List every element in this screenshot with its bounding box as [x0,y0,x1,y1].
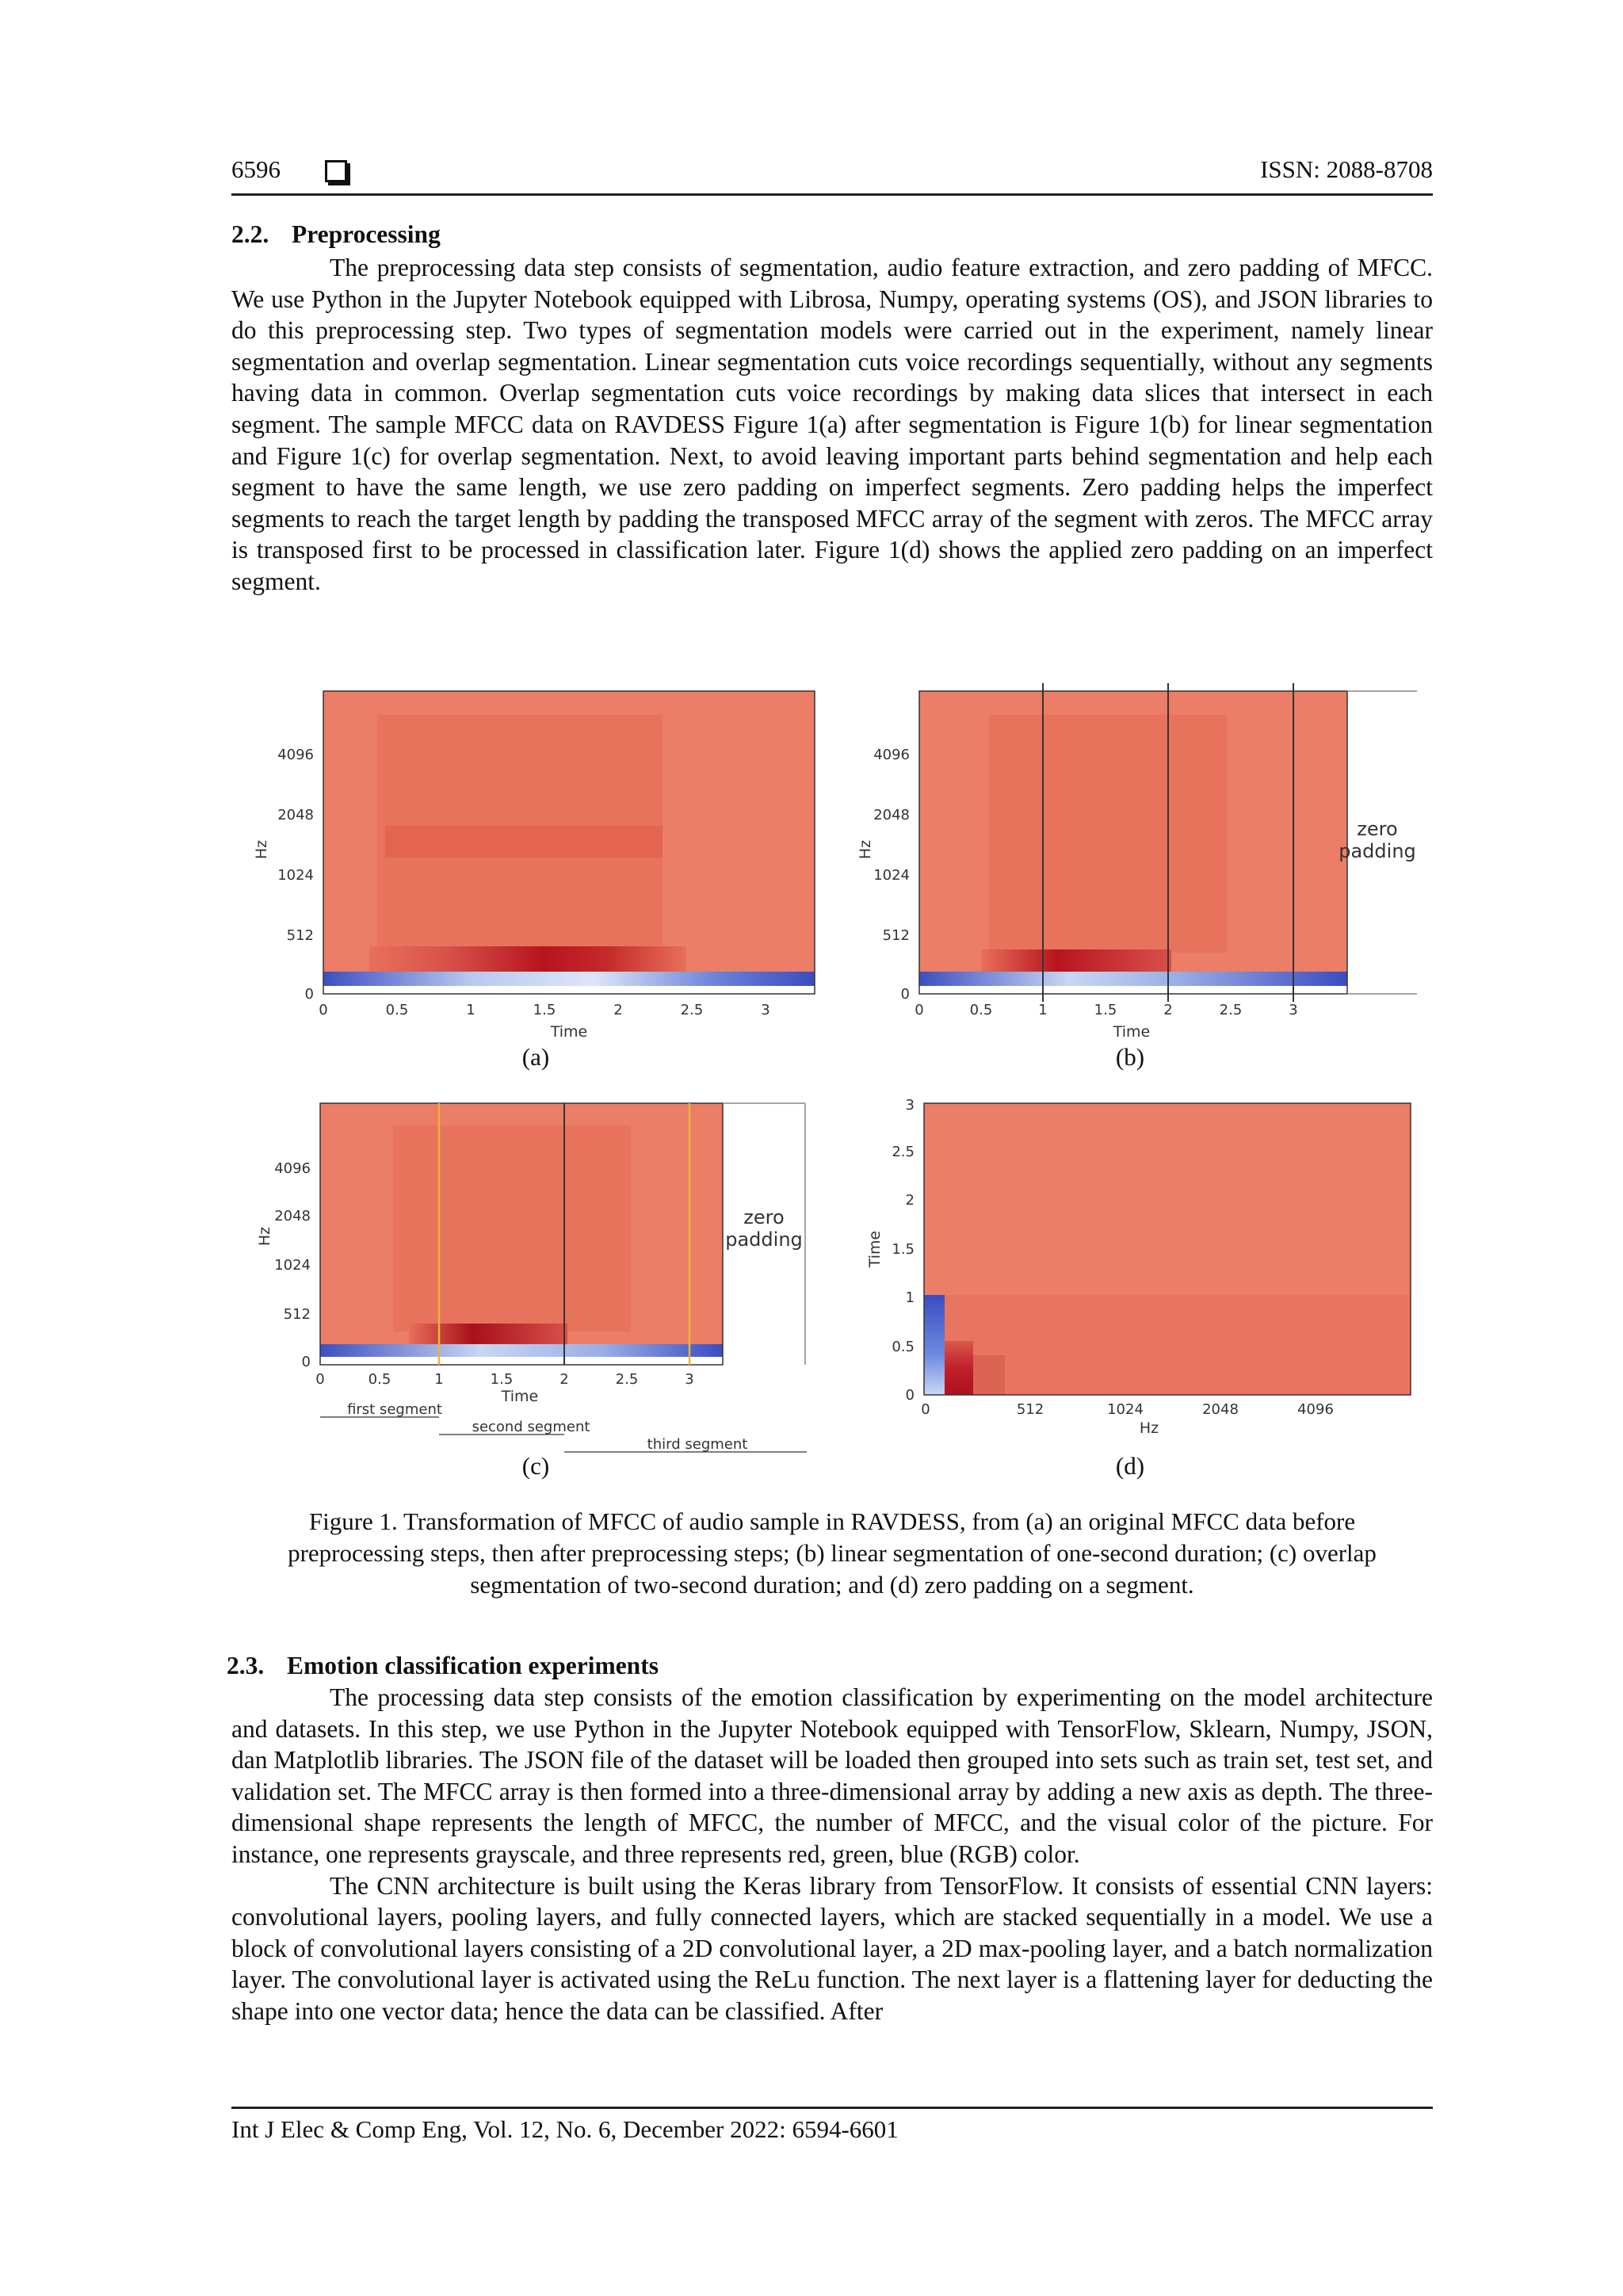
x-tick-label: 3 [685,1371,694,1388]
y-tick-label: 0 [905,1387,915,1404]
figure-panel-a [250,683,821,1048]
y-axis-label: Hz [256,1226,273,1247]
heatmap-hot-band [981,949,1171,972]
segment-label: second segment [472,1419,590,1435]
x-tick-label: 2 [1163,1002,1173,1018]
issn: ISSN: 2088-8708 [1260,155,1433,183]
y-tick-label: 1.5 [892,1241,915,1258]
heatmap-hot-band [369,946,686,972]
y-tick-label: 0.5 [892,1339,915,1355]
x-tick-label: 0.5 [969,1002,993,1018]
figure-label-a: (a) [521,1043,550,1071]
x-tick-label: 0 [319,1002,328,1018]
segment-label: first segment [347,1401,442,1418]
square-icon [325,160,347,182]
heatmap-band [385,826,663,858]
section-number: 2.2. [231,220,269,248]
x-tick-label: 2.5 [1219,1002,1243,1018]
heatmap-low-band [320,1344,723,1357]
emotion-classification-text [231,1682,1433,2027]
paragraph: The processing data step consists of the emotion classification by experimenting on the model architecture and datasets. In this step, we use Python in the Jupyter Notebook equipped with TensorFlow, Sklearn, Numpy, JSON, dan Matplotlib libraries. The JSON file of the dataset will be loaded then grouped into sets such as train set, test set, and validation set. The MFCC array is then formed into a three-dimensional array by adding a new axis as depth. The three-dimensional shape represents the length of MFCC, the number of MFCC, and the visual color of the picture. For instance, one represents grayscale, and three represents red, green, blue (RGB) color. [231,1683,1433,1868]
page-number: 6596 [231,155,281,183]
y-tick-label: 2.5 [892,1144,915,1160]
heatmap-hot-column [945,1341,973,1395]
x-tick-label: 1024 [1107,1401,1144,1418]
heatmap-low-band [919,972,1347,986]
y-tick-label: 1024 [274,1257,311,1274]
section-number: 2.3. [227,1652,265,1679]
y-tick-label: 512 [882,927,910,944]
x-tick-label: 1 [466,1002,475,1018]
heatmap-hot-band [409,1324,567,1344]
y-tick-label: 0 [900,986,910,1003]
x-tick-label: 2 [559,1371,569,1388]
y-axis-label: Time [866,1230,884,1268]
y-tick-label: 3 [905,1097,915,1114]
x-tick-label: 3 [761,1002,770,1018]
x-tick-label: 1.5 [533,1002,556,1018]
preprocessing-text [231,252,1433,598]
x-tick-label: 0.5 [368,1371,391,1388]
section-title: Preprocessing [292,220,441,248]
x-axis-label: Time [501,1388,539,1405]
x-tick-label: 2.5 [615,1371,639,1388]
x-tick-label: 512 [1016,1401,1044,1418]
heatmap-texture [989,715,1227,953]
figure-panel-c [250,1094,821,1466]
segment-label: third segment [647,1436,748,1453]
heatmap-band [973,1355,1005,1395]
y-tick-label: 512 [283,1306,311,1323]
figure-label-d: (d) [1115,1452,1145,1480]
y-tick-label: 0 [304,986,314,1003]
page-header [231,155,1433,196]
citation: Int J Elec & Comp Eng, Vol. 12, No. 6, December 2022: 6594-6601 [231,2115,899,2143]
zero-padding-label: padding [725,1228,803,1251]
zero-padding-label: zero [1357,818,1398,840]
zero-padding-label: padding [1338,840,1416,862]
y-tick-label: 0 [301,1354,311,1370]
x-tick-label: 2.5 [680,1002,704,1018]
y-tick-label: 2 [905,1192,915,1209]
y-tick-label: 1024 [277,867,314,884]
y-axis-label: Hz [253,839,270,860]
figure-label-b: (b) [1115,1043,1145,1071]
figure-panel-d [862,1094,1433,1450]
heatmap-texture [393,1125,631,1331]
x-tick-label: 0.5 [385,1002,409,1018]
x-tick-label: 0 [315,1371,325,1388]
section-heading-emotion-classification [227,1650,659,1682]
y-tick-label: 4096 [274,1160,311,1177]
heatmap-low-band [323,972,815,986]
x-axis-label: Hz [1139,1419,1159,1437]
x-tick-label: 1.5 [490,1371,514,1388]
y-tick-label: 4096 [873,747,910,763]
x-tick-label: 2048 [1202,1401,1239,1418]
y-tick-label: 2048 [873,807,910,823]
y-tick-label: 4096 [277,747,314,763]
heatmap-low-column [924,1295,945,1395]
paragraph: The CNN architecture is built using the Keras library from TensorFlow. It consists of essential CNN layers: convolutional layers, pooling layers, and fully connected layers, which are stacked sequentially in a model. We use a block of convolutional layers consisting of a 2D convolutional layer, a 2D max-pooling layer, and a batch normalization layer. The convolutional layer is activated using the ReLu function. The next layer is a flattening layer for deducting the shape into one vector data; hence the data can be classified. After [231,1871,1433,2025]
y-tick-label: 2048 [277,807,314,823]
x-tick-label: 1.5 [1094,1002,1117,1018]
y-axis-label: Hz [857,839,874,860]
figure-label-c: (c) [521,1452,550,1480]
x-tick-label: 0 [921,1401,930,1418]
y-tick-label: 1 [905,1289,915,1306]
x-axis-label: Time [1113,1023,1151,1041]
x-axis-label: Time [550,1023,588,1041]
paragraph: The preprocessing data step consists of segmentation, audio feature extraction, and zero padding of MFCC. We use Python in the Jupyter Notebook equipped with Librosa, Numpy, operating systems (OS), and JSON libraries to do this preprocessing step. Two types of segmentation models were carried out in the experiment, namely linear segmentation and overlap segmentation. Linear segmentation cuts voice recordings sequentially, without any segments having data in common. Overlap segmentation cuts voice recordings by making data slices that intersect in each segment. The sample MFCC data on RAVDESS Figure 1(a) after segmentation is Figure 1(b) for linear segmentation and Figure 1(c) for overlap segmentation. Next, to avoid leaving important parts behind segmentation and help each segment to have the same length, we use zero padding on imperfect segments. Zero padding helps the imperfect segments to reach the target length by padding the transposed MFCC array of the segment with zeros. The MFCC array is transposed first to be processed in classification later. Figure 1(d) shows the applied zero padding on an imperfect segment. [231,254,1433,595]
section-title: Emotion classification experiments [287,1652,659,1679]
figure-panel-b [857,683,1433,1048]
x-tick-label: 1 [1038,1002,1048,1018]
x-tick-label: 1 [434,1371,444,1388]
x-tick-label: 2 [613,1002,623,1018]
x-tick-label: 3 [1289,1002,1298,1018]
section-heading-preprocessing [231,219,441,250]
y-tick-label: 1024 [873,867,910,884]
zero-padding-label: zero [743,1206,785,1228]
page-footer [231,2107,1433,2144]
x-tick-label: 4096 [1297,1401,1334,1418]
x-tick-label: 0 [915,1002,924,1018]
y-tick-label: 2048 [274,1208,311,1224]
figure-caption: Figure 1. Transformation of MFCC of audio sample in RAVDESS, from (a) an original MFCC data before preprocessing steps, then after preprocessing steps; (b) linear segmentation of one-second duration; (c) overlap segmentation of two-second duration; and (d) zero padding on a segment. [288,1507,1377,1599]
y-tick-label: 512 [286,927,314,944]
